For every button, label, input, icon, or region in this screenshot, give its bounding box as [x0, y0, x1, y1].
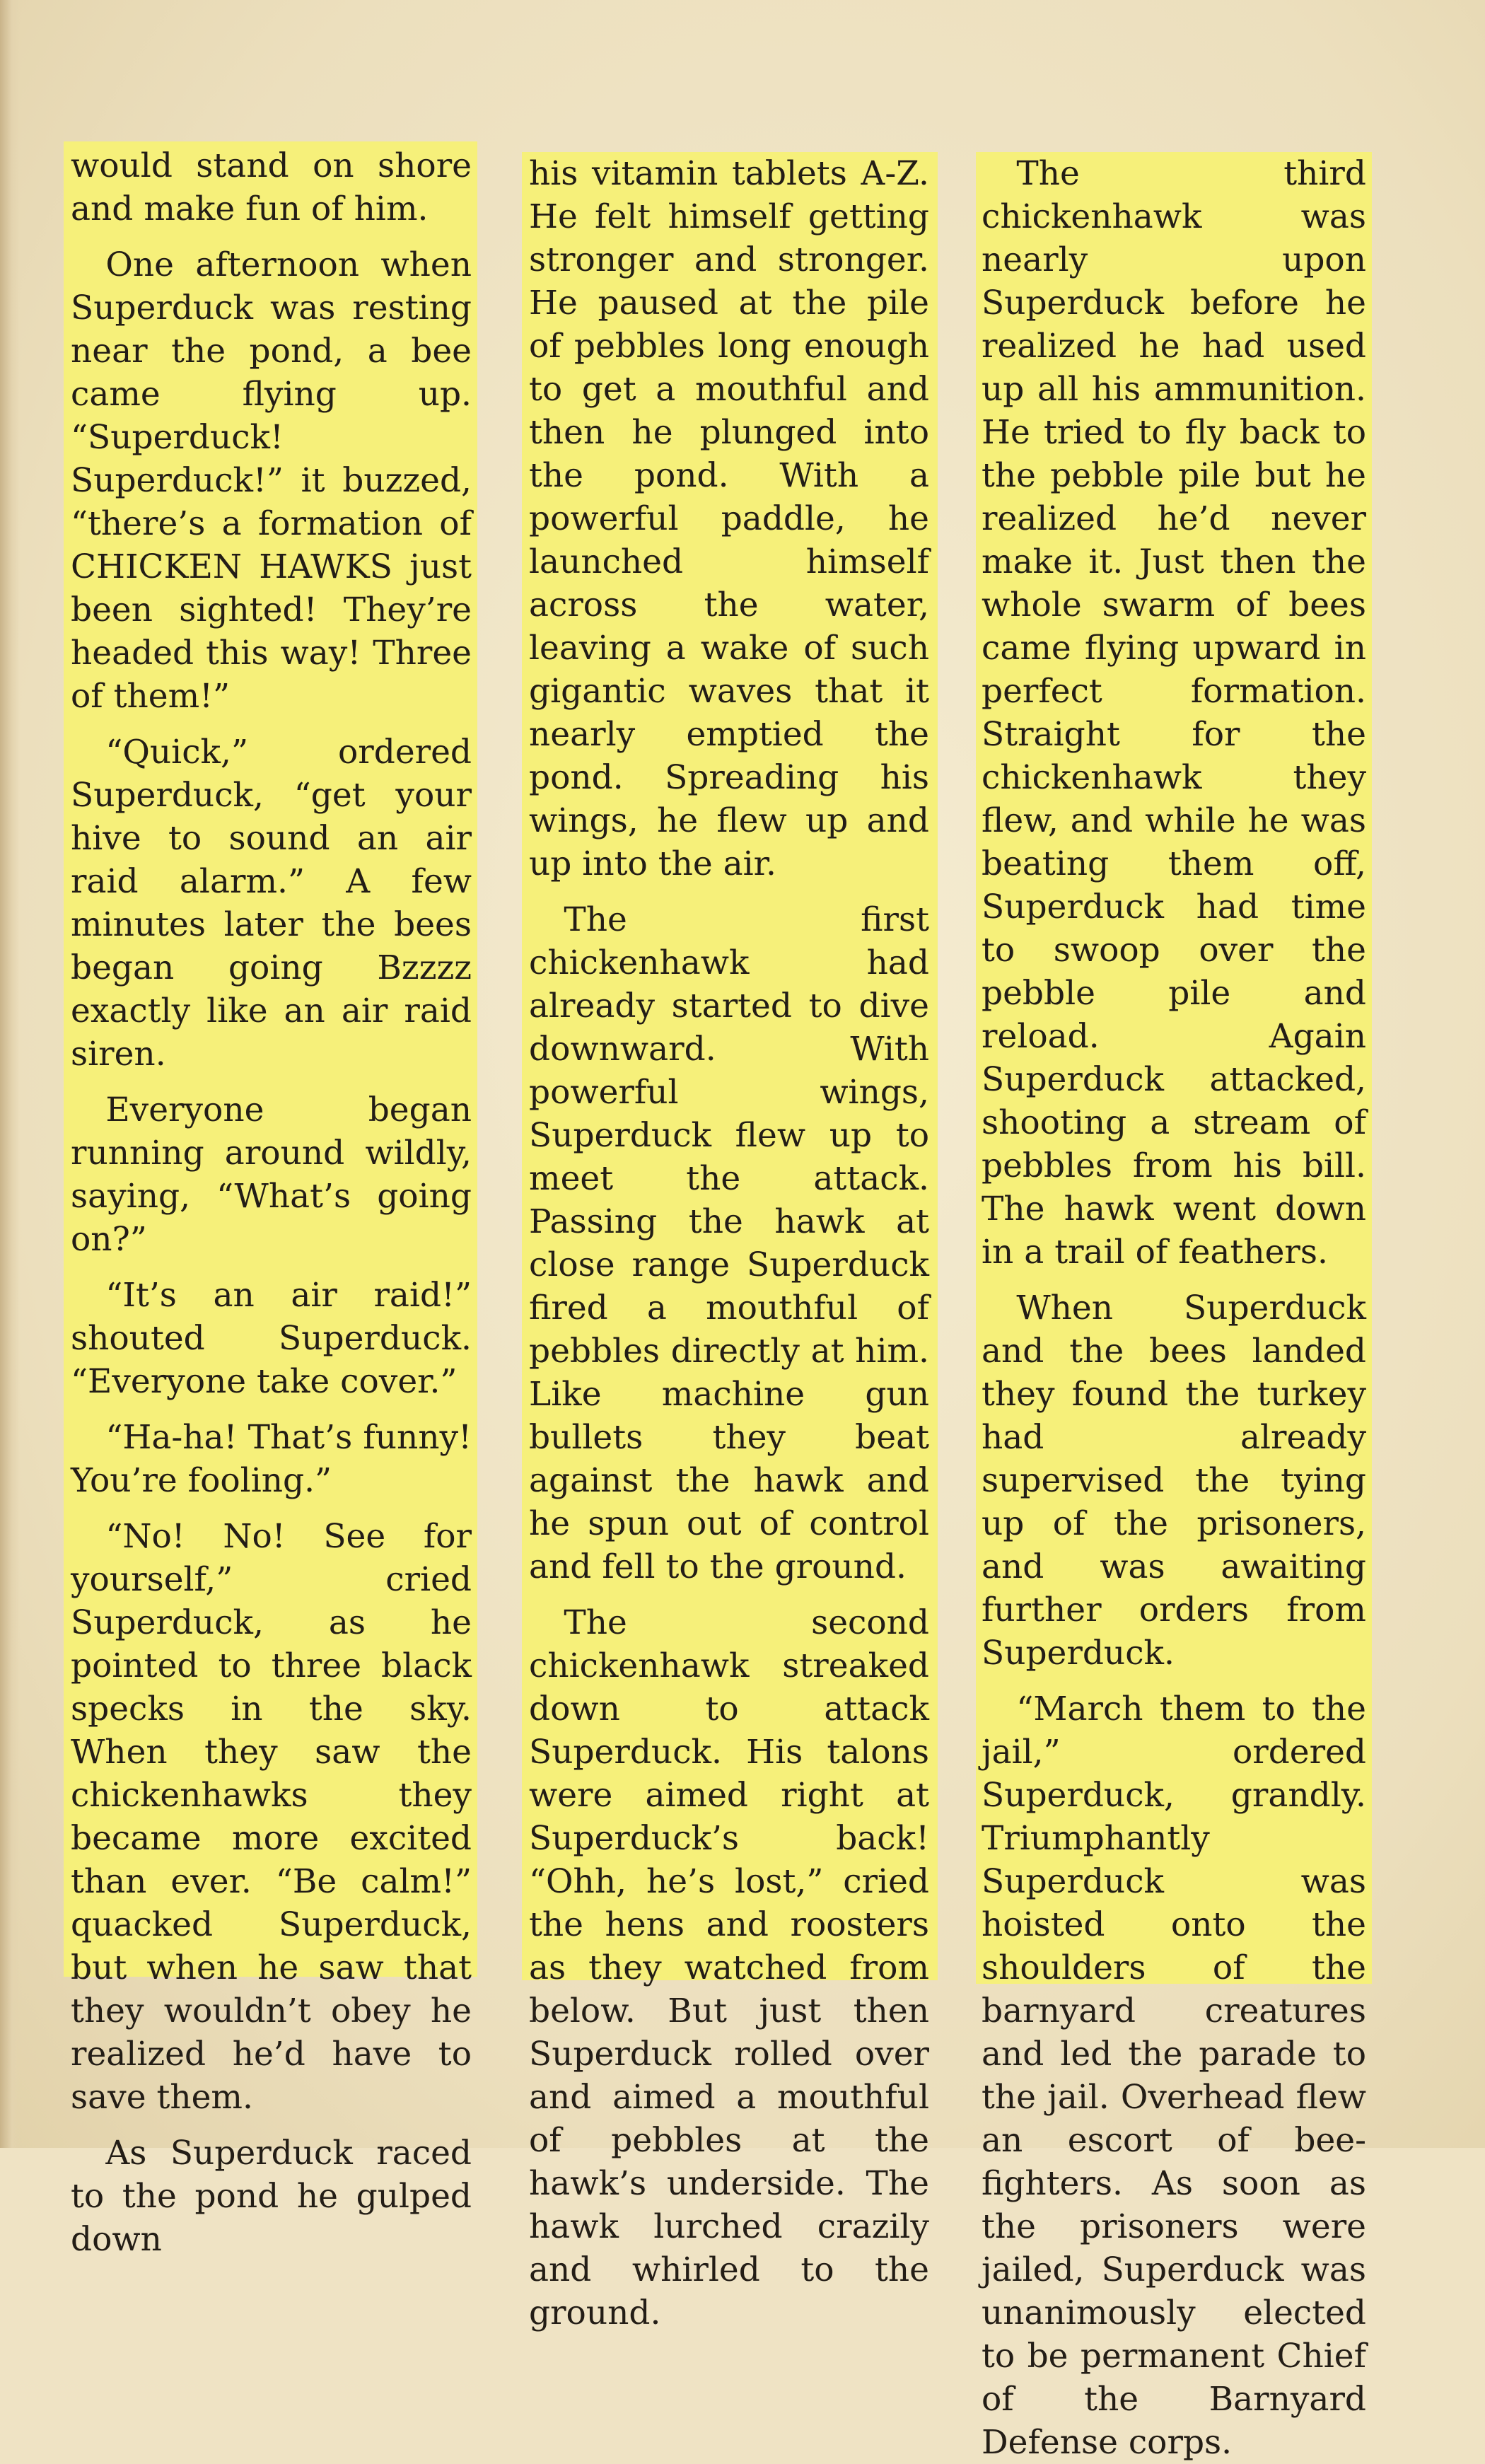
page-spine-shadow: [0, 0, 20, 2148]
paragraph: As Superduck raced to the pond he gulped down: [71, 2134, 472, 2259]
paragraph: The first chickenhawk had already started to dive downward. With powerful wings, Superduck flew up to meet the attack. Passing the hawk at close range Superduck fired a mouthful of pebbles directly at him. Like machine gun bullets they beat against the hawk and he spun out of control and fell to the ground.: [529, 900, 929, 1586]
paragraph: Everyone began running around wildly, saying, “What’s going on?”: [71, 1091, 472, 1259]
text-column-3: [976, 152, 1372, 2462]
paragraph: One afternoon when Superduck was resting near the pond, a bee came flying up. “Superduck! Superduck!” it buzzed, “there’s a formation of CHICKEN HAWKS just been sighted! They’re headed this way! Three of them!”: [71, 245, 472, 716]
paragraph: “No! No! See for yourself,” cried Superduck, as he pointed to three black specks in the sky. When they saw the chickenhawks they became more excited than ever. “Be calm!” quacked Superduck, but when he saw that they wouldn’t obey he realized he’d have to save them.: [71, 1517, 472, 2117]
text-column-1: [64, 141, 477, 2259]
paragraph: When Superduck and the bees landed they found the turkey had already supervised the tying up of the prisoners, and was awaiting further orders from Superduck.: [982, 1289, 1366, 1673]
paragraph: his vitamin tablets A-Z. He felt himself getting stronger and stronger. He paused at the pile of pebbles long enough to get a mouthful and then he plunged into the pond. With a powerful paddle, he launched himself across the water, leaving a wake of such gigantic waves that it nearly emptied the pond. Spreading his wings, he flew up and up into the air.: [529, 154, 929, 883]
paragraph: “Ha-ha! That’s funny! You’re fooling.”: [71, 1418, 472, 1500]
text-column-2: [522, 152, 938, 2332]
paragraph: “Quick,” ordered Superduck, “get your hive to sound an air raid alarm.” A few minutes later the bees began going Bzzzz exactly like an air raid siren.: [71, 733, 472, 1074]
paragraph: “It’s an air raid!” shouted Superduck. “Everyone take cover.”: [71, 1276, 472, 1401]
paragraph: The second chickenhawk streaked down to attack Superduck. His talons were aimed right at Superduck’s back! “Ohh, he’s lost,” cried the hens and roosters as they watched from below. But just then Superduck rolled over and aimed a mouthful of pebbles at the hawk’s underside. The hawk lurched crazily and whirled to the ground.: [529, 1603, 929, 2332]
paragraph: would stand on shore and make fun of him.: [71, 146, 472, 228]
paragraph: “March them to the jail,” ordered Superduck, grandly. Triumphantly Superduck was hoisted onto the shoulders of the barnyard creatures and led the parade to the jail. Overhead flew an escort of bee-fighters. As soon as the prisoners were jailed, Superduck was unanimously elected to be permanent Chief of the Barnyard Defense corps.: [982, 1690, 1366, 2462]
paragraph: The third chickenhawk was nearly upon Superduck before he realized he had used up all his ammunition. He tried to fly back to the pebble pile but he realized he’d never make it. Just then the whole swarm of bees came flying upward in perfect formation. Straight for the chickenhawk they flew, and while he was beating them off, Superduck had time to swoop over the pebble pile and reload. Again Superduck attacked, shooting a stream of pebbles from his bill. The hawk went down in a trail of feathers.: [982, 154, 1366, 1272]
